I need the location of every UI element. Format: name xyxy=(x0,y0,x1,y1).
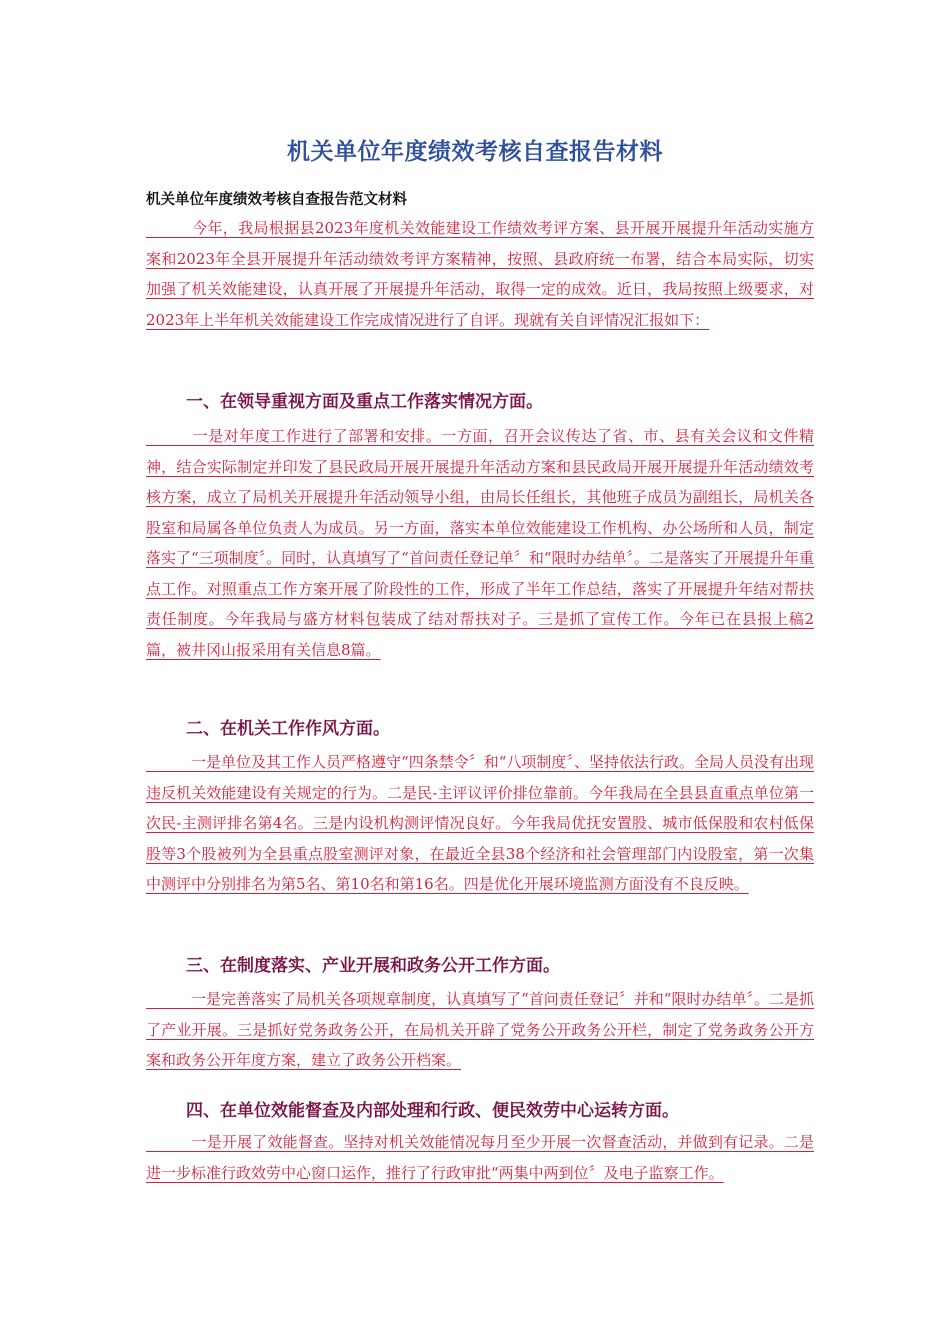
section-4-heading: 四、在单位效能督查及内部处理和行政、便民效劳中心运转方面。 xyxy=(186,1101,679,1121)
section-2-heading: 二、在机关工作作风方面。 xyxy=(186,719,390,739)
section-3-body: 一是完善落实了局机关各项规章制度，认真填写了“首问责任登记〞并和“限时办结单〞。二是抓了产业开展。三是抓好党务政务公开，在局机关开辟了党务公开政务公开栏，制定了党务政务公开方案和政务公开年度方案，建立了政务公开档案。 xyxy=(146,990,814,1069)
intro-paragraph: 今年，我局根据县2023年度机关效能建设工作绩效考评方案、县开展开展提升年活动实施方案和2023年全县开展提升年活动绩效考评方案精神，按照、县政府统一布署，结合本局实际，切实加强了机关效能建设，认真开展了开展提升年活动，取得一定的成效。近日，我局按照上级要求，对2023年上半年机关效能建设工作完成情况进行了自评。现就有关自评情况汇报如下： xyxy=(146,219,814,329)
section-2-body: 一是单位及其工作人员严格遵守“四条禁令〞和“八项制度〞、坚持依法行政。全局人员没有出现违反机关效能建设有关规定的行为。二是民-主评议评价排位靠前。今年我局在全县县直重点单位第一次民-主测评排名第4名。三是内设机构测评情况良好。今年我局优抚安置股、城市低保股和农村低保股等3个股被列为全县重点股室测评对象，在最近全县38个经济和社会管理部门内设股室，第一次集中测评中分别排名为第5名、第10名和第16名。四是优化开展环境监测方面没有不良反映。 xyxy=(146,753,814,893)
section-1-heading: 一、在领导重视方面及重点工作落实情况方面。 xyxy=(186,392,543,412)
document-subtitle: 机关单位年度绩效考核自查报告范文材料 xyxy=(146,192,407,208)
section-4-body: 一是开展了效能督查。坚持对机关效能情况每月至少开展一次督查活动，并做到有记录。二是进一步标准行政效劳中心窗口运作，推行了行政审批“两集中两到位〞及电子监察工作。 xyxy=(146,1133,814,1182)
section-1-body: 一是对年度工作进行了部署和安排。一方面，召开会议传达了省、市、县有关会议和文件精神，结合实际制定并印发了县民政局开展开展提升年活动方案和县民政局开展开展提升年活动绩效考核方案，成立了局机关开展提升年活动领导小组，由局长任组长，其他班子成员为副组长，局机关各股室和局属各单位负责人为成员。另一方面，落实本单位效能建设工作机构、办公场所和人员，制定落实了“三项制度〞。同时，认真填写了“首问责任登记单〞和“限时办结单〞。二是落实了开展提升年重点工作。对照重点工作方案开展了阶段性的工作，形成了半年工作总结，落实了开展提升年结对帮扶责任制度。今年我局与盛方材料包装成了结对帮扶对子。三是抓了宣传工作。今年已在县报上稿2篇，被井冈山报采用有关信息8篇。 xyxy=(146,427,815,659)
document-title: 机关单位年度绩效考核自查报告材料 xyxy=(287,139,663,165)
section-3-heading: 三、在制度落实、产业开展和政务公开工作方面。 xyxy=(186,956,560,976)
